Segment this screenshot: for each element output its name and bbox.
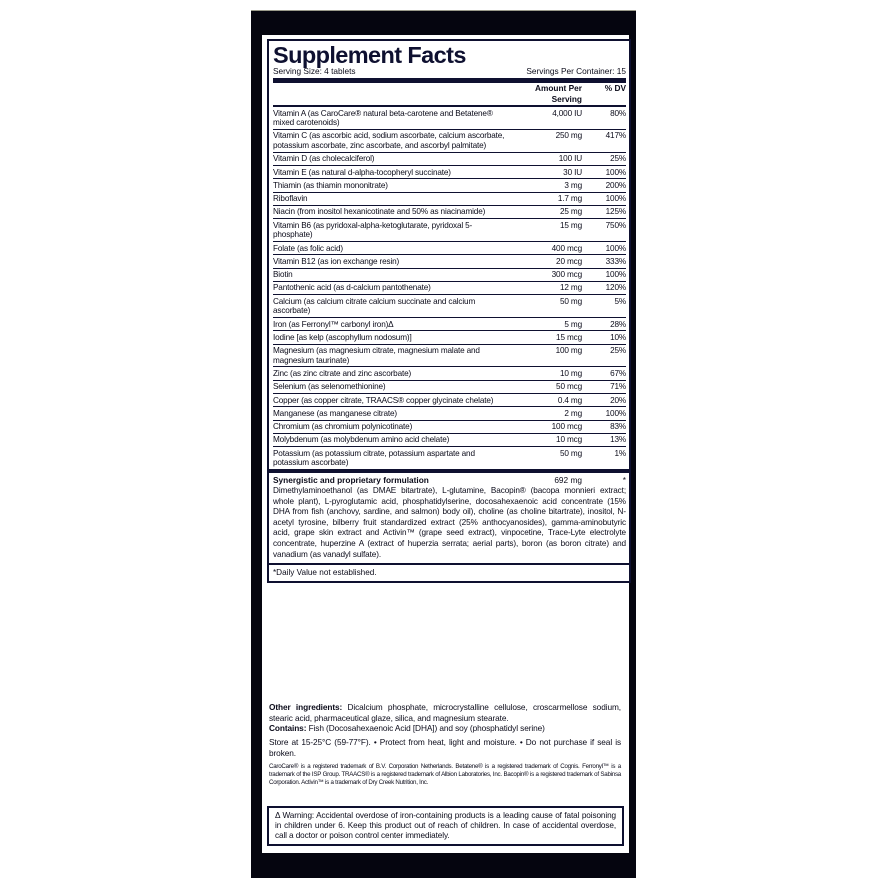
nutrient-name: Thiamin (as thiamin mononitrate) — [273, 180, 388, 190]
contains — [269, 723, 621, 734]
nutrient-dv: 125% — [605, 207, 626, 217]
header-blank — [273, 83, 510, 105]
nutrient-row — [273, 345, 626, 368]
proprietary-blend-header — [273, 473, 626, 485]
other-ingredients-text: Dicalcium phosphate, microcrystalline cellulose, croscarmellose sodium, stearic acid, pharmaceutical glaze, silica, and magnesium stearate. — [269, 702, 621, 723]
nutrient-amount: 100 mg — [555, 346, 582, 356]
nutrient-name: Niacin (from inositol hexanicotinate and 50% as niacinamide) — [273, 207, 486, 217]
contains-text: Fish (Docosahexaenoic Acid [DHA]) and soy (phosphatidyl serine) — [306, 723, 545, 734]
proprietary-dv: * — [622, 475, 626, 486]
nutrient-row — [273, 107, 626, 130]
nutrient-name: Selenium (as selenomethionine) — [273, 382, 386, 392]
nutrient-row — [273, 193, 626, 206]
nutrient-row — [273, 153, 626, 166]
nutrient-row — [273, 242, 626, 255]
nutrient-dv: 100% — [605, 167, 626, 177]
nutrient-dv: 100% — [605, 408, 626, 418]
nutrient-amount: 400 mcg — [551, 243, 582, 253]
trademark-notice: CaroCare® is a registered trademark of B.V. Corporation Netherlands. Betatene® is a registered trademark of Cognis. Ferronyl™ is a trademark of the ISP Group. TRAACS® is a registered trademark of Albion Laboratories, Inc. Bacopin® is a registered trademark of Sabinsa Corporation. Activin™ is a trademark of Dry Creek Nutrition, Inc. — [269, 762, 621, 786]
proprietary-ingredients: Dimethylaminoethanol (as DMAE bitartrate), L-glutamine, Bacopin® (bacopa monnieri extract; whole plant), L-pyroglutamic acid, phosphatidylserine, docosahexaenoic acid concentrate (15% DHA from fish (anchovy, sardine, and salmon) body oil), choline (as choline bitartrate), inositol, N-acetyl tyrosine, bilberry fruit standardized extract (25% anthocyanosides), gamma-aminobutyric acid, grape skin extract and Activin™ (grape seed extract), vinpocetine, Trace-Lyte electrolyte concentrate, huperzine A (extract of huperzia serrata; aerial parts), boron (as boron citrate) and vanadium (as vanadyl sulfate). — [273, 486, 626, 559]
nutrient-dv: 20% — [610, 395, 626, 405]
other-ingredients-label: Other ingredients: — [269, 702, 343, 712]
nutrient-dv: 25% — [610, 154, 626, 164]
nutrient-amount: 5 mg — [564, 319, 582, 329]
nutrient-name: Folate (as folic acid) — [273, 243, 343, 253]
nutrient-amount: 0.4 mg — [557, 395, 582, 405]
nutrient-name: Vitamin A (as CaroCare® natural beta-carotene and Betatene® mixed carotenoids) — [273, 108, 493, 128]
nutrient-name: Vitamin C (as ascorbic acid, sodium ascorbate, calcium ascorbate, potassium ascorbate, zinc ascorbate, and ascorbyl palmitate) — [273, 131, 505, 150]
nutrient-name: Pantothenic acid (as d-calcium pantothenate) — [273, 283, 431, 293]
nutrient-dv: 333% — [605, 256, 626, 266]
other-info — [269, 702, 621, 787]
nutrient-dv: 10% — [610, 332, 626, 342]
iron-warning-box: Δ Warning: Accidental overdose of iron-containing products is a leading cause of fatal poisoning in children under 6. Keep this product out of reach of children. In case of accidental overdose, call a doctor or poison control center immediately. — [267, 806, 624, 846]
nutrient-row — [273, 282, 626, 295]
facts-title: Supplement Facts — [273, 42, 466, 68]
nutrient-row — [273, 381, 626, 394]
nutrient-name: Vitamin E (as natural d-alpha-tocopheryl succinate) — [273, 167, 451, 177]
nutrient-dv: 120% — [605, 283, 626, 293]
nutrient-amount: 15 mcg — [556, 332, 582, 342]
nutrient-row — [273, 130, 626, 153]
nutrient-row — [273, 318, 626, 331]
header-amount: Amount Per Serving — [534, 83, 582, 104]
nutrient-row — [273, 269, 626, 282]
nutrient-name: Chromium (as chromium polynicotinate) — [273, 422, 413, 432]
nutrient-row — [273, 367, 626, 380]
nutrient-dv: 80% — [610, 108, 626, 118]
nutrient-name: Vitamin B12 (as ion exchange resin) — [273, 256, 400, 266]
nutrient-dv: 13% — [610, 435, 626, 445]
nutrient-dv: 100% — [605, 243, 626, 253]
other-ingredients — [269, 702, 621, 723]
nutrient-name: Riboflavin — [273, 194, 308, 204]
nutrient-amount: 10 mcg — [556, 435, 582, 445]
contains-label: Contains: — [269, 723, 307, 734]
nutrient-name: Copper (as copper citrate, TRAACS® copper glycinate chelate) — [273, 395, 494, 405]
nutrient-name: Iodine [as kelp (ascophyllum nodosum)] — [273, 332, 412, 342]
nutrient-dv: 25% — [610, 346, 626, 356]
nutrient-amount: 4,000 IU — [552, 108, 582, 118]
nutrient-row — [273, 394, 626, 407]
nutrient-dv: 417% — [605, 131, 626, 141]
servings-per-container: Servings Per Container: 15 — [526, 66, 626, 76]
nutrient-rows — [273, 107, 626, 469]
nutrient-dv: 200% — [605, 180, 626, 190]
nutrient-amount: 250 mg — [555, 131, 582, 141]
proprietary-amount: 692 mg — [554, 475, 582, 486]
nutrient-row — [273, 295, 626, 318]
nutrient-dv: 1% — [614, 448, 626, 458]
nutrient-row — [273, 407, 626, 420]
nutrient-amount: 50 mg — [559, 296, 582, 306]
header-dv: % DV — [604, 83, 626, 93]
proprietary-name: Synergistic and proprietary formulation — [273, 475, 429, 486]
nutrient-name: Potassium (as potassium citrate, potassium aspartate and potassium ascorbate) — [273, 448, 475, 468]
nutrient-amount: 10 mg — [559, 368, 582, 378]
nutrient-dv: 100% — [605, 194, 626, 204]
nutrient-row — [273, 219, 626, 242]
supplement-facts-table — [267, 39, 631, 583]
label-panel — [262, 35, 629, 853]
nutrient-row — [273, 179, 626, 192]
nutrient-row — [273, 166, 626, 179]
daily-value-note: *Daily Value not established. — [269, 563, 629, 581]
nutrient-amount: 100 mcg — [551, 422, 582, 432]
nutrient-amount: 30 IU — [563, 167, 582, 177]
serving-size: Serving Size: 4 tablets — [273, 66, 356, 76]
nutrient-row — [273, 434, 626, 447]
nutrient-amount: 12 mg — [559, 283, 582, 293]
nutrient-name: Iron (as Ferronyl™ carbonyl iron)Δ — [273, 319, 394, 329]
nutrient-name: Molybdenum (as molybdenum amino acid chelate) — [273, 435, 450, 445]
nutrient-amount: 20 mcg — [556, 256, 582, 266]
nutrient-name: Biotin — [273, 270, 293, 280]
nutrient-amount: 100 IU — [558, 154, 582, 164]
nutrient-name: Manganese (as manganese citrate) — [273, 408, 397, 418]
nutrient-dv: 5% — [614, 296, 626, 306]
nutrient-name: Calcium (as calcium citrate calcium succinate and calcium ascorbate) — [273, 296, 476, 316]
nutrient-dv: 71% — [610, 382, 626, 392]
nutrient-name: Zinc (as zinc citrate and zinc ascorbate) — [273, 368, 412, 378]
nutrient-row — [273, 255, 626, 268]
nutrient-dv: 100% — [605, 270, 626, 280]
nutrient-dv: 67% — [610, 368, 626, 378]
nutrient-dv: 28% — [610, 319, 626, 329]
nutrient-row — [273, 447, 626, 469]
column-header — [273, 83, 626, 107]
nutrient-row — [273, 331, 626, 344]
nutrient-amount: 15 mg — [559, 220, 582, 230]
nutrient-row — [273, 206, 626, 219]
nutrient-amount: 25 mg — [559, 207, 582, 217]
nutrient-amount: 2 mg — [564, 408, 582, 418]
nutrient-row — [273, 421, 626, 434]
storage-instructions: Store at 15-25°C (59-77°F). • Protect from heat, light and moisture. • Do not purchase if seal is broken. — [269, 737, 621, 758]
nutrient-dv: 83% — [610, 422, 626, 432]
nutrient-amount: 300 mcg — [551, 270, 582, 280]
nutrient-name: Magnesium (as magnesium citrate, magnesium malate and magnesium taurinate) — [273, 346, 480, 365]
nutrient-dv: 750% — [605, 220, 626, 230]
nutrient-amount: 50 mg — [559, 448, 582, 458]
nutrient-name: Vitamin D (as cholecalciferol) — [273, 154, 375, 164]
nutrient-name: Vitamin B6 (as pyridoxal-alpha-ketoglutarate, pyridoxal 5-phosphate) — [273, 220, 473, 240]
nutrient-amount: 3 mg — [564, 180, 582, 190]
nutrient-amount: 1.7 mg — [557, 194, 582, 204]
nutrient-amount: 50 mcg — [556, 382, 582, 392]
